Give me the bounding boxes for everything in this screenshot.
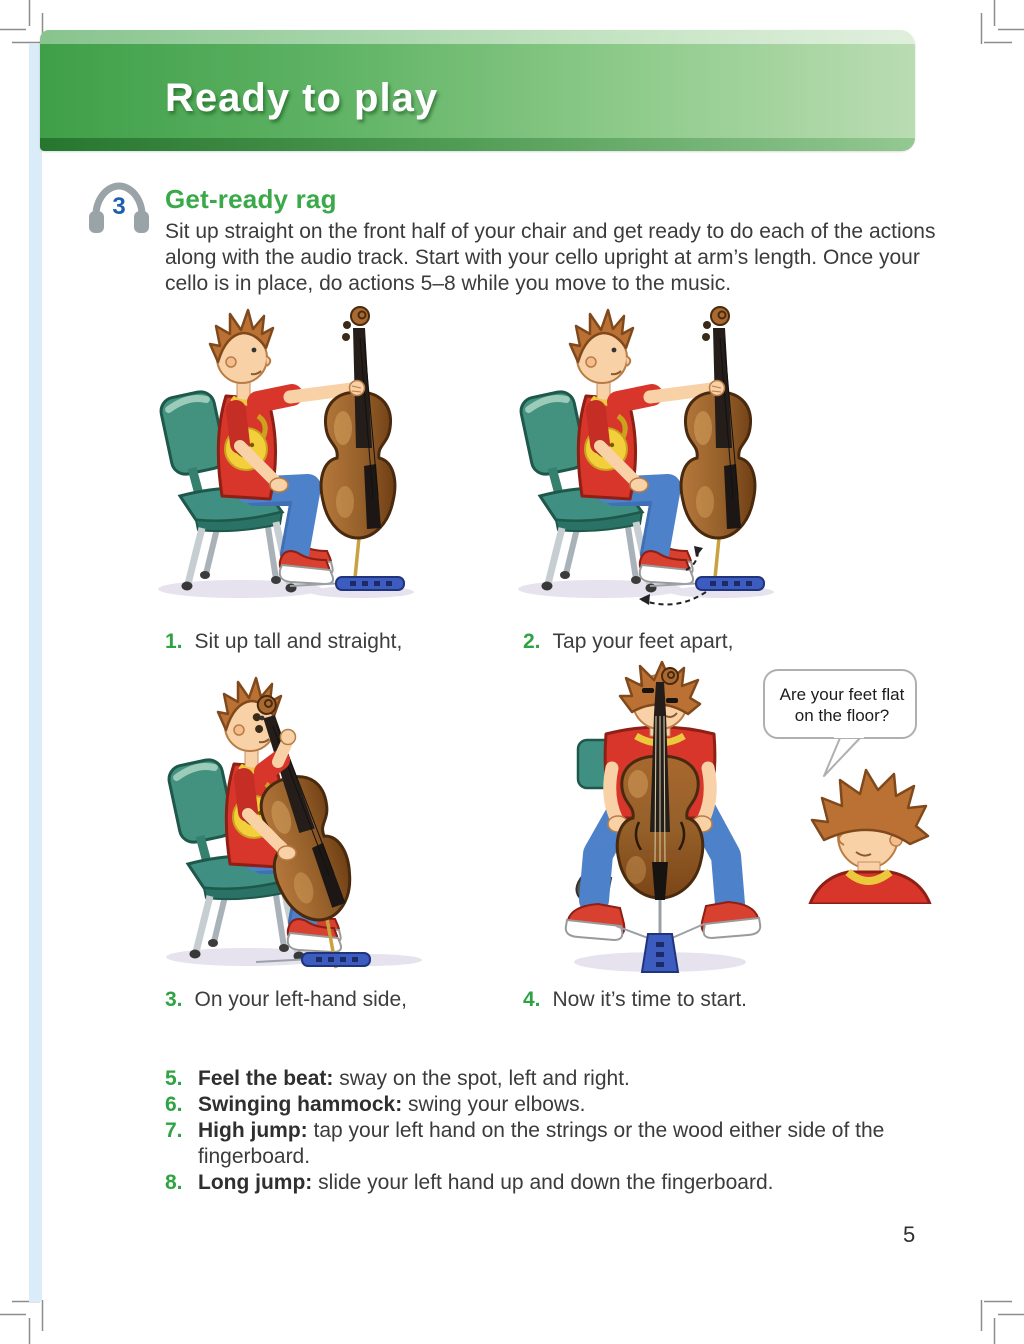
caption-2-text: Tap your feet apart, bbox=[552, 630, 734, 653]
caption-3-text: On your left-hand side, bbox=[194, 988, 407, 1011]
caption-1 bbox=[165, 630, 402, 654]
caption-1-number: 1. bbox=[165, 630, 183, 653]
section-intro: Sit up straight on the front half of your chair and get ready to do each of the actions along with the audio track. Start with your cello upright at arm’s length. Once your cello is in place, do actions 5–8 while you move to the music. bbox=[165, 220, 936, 295]
page-edge-strip bbox=[29, 44, 42, 1302]
caption-1-text: Sit up tall and straight, bbox=[194, 630, 403, 653]
illustration-left-hand-side bbox=[148, 666, 458, 978]
headphones-icon bbox=[86, 178, 152, 240]
page-title: Ready to play bbox=[165, 76, 439, 120]
step-8: 8. Long jump: slide your left hand up and down the fingerboard. bbox=[165, 1171, 774, 1194]
illustration-sit-up-tall bbox=[140, 298, 450, 610]
bubble-line-1: Are your feet flat bbox=[779, 685, 905, 704]
step-6: 6. Swinging hammock: swing your elbows. bbox=[165, 1093, 586, 1116]
steps-list bbox=[165, 1066, 890, 1196]
caption-3-number: 3. bbox=[165, 988, 183, 1011]
chapter-banner bbox=[40, 30, 915, 151]
speech-bubble-text bbox=[772, 684, 912, 726]
bubble-line-2: on the floor? bbox=[794, 706, 890, 725]
step-7: 7. High jump: tap your left hand on the strings or the wood either side of the fingerboard. bbox=[165, 1119, 885, 1168]
caption-4-text: Now it’s time to start. bbox=[552, 988, 748, 1011]
caption-2-number: 2. bbox=[523, 630, 541, 653]
illustration-tap-feet-apart bbox=[500, 298, 810, 616]
caption-3 bbox=[165, 988, 407, 1012]
caption-2 bbox=[523, 630, 733, 654]
caption-4 bbox=[523, 988, 747, 1012]
illustration-time-to-start bbox=[532, 656, 794, 980]
caption-4-number: 4. bbox=[523, 988, 541, 1011]
step-5: 5. Feel the beat: sway on the spot, left and right. bbox=[165, 1067, 630, 1090]
audio-track-number: 3 bbox=[112, 193, 126, 220]
section-heading: Get-ready rag bbox=[165, 184, 337, 214]
illustration-boy-head bbox=[804, 760, 938, 904]
page-number: 5 bbox=[903, 1222, 916, 1247]
